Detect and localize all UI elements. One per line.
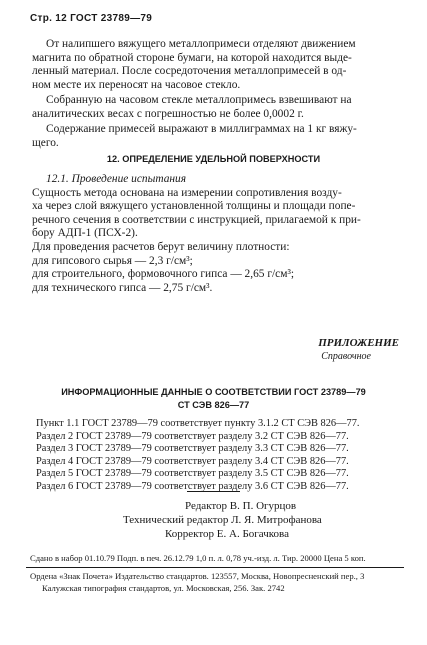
list-item: Раздел 2 ГОСТ 23789—79 соответствует разделу 3.2 СТ СЭВ 826—77. [36, 430, 349, 442]
text-line: для гипсового сырья — 2,3 г/см³; [32, 254, 193, 267]
imprint-line-3: Калужская типография стандартов, ул. Московская, 256. Зак. 2742 [42, 583, 285, 593]
imprint-line-1: Сдано в набор 01.10.79 Подп. в печ. 26.12.79 1,0 п. л. 0,78 уч.-изд. л. Тир. 20000 Цена 5 коп. [30, 553, 366, 563]
list-item: Пункт 1.1 ГОСТ 23789—79 соответствует пункту 3.1.2 СТ СЭВ 826—77. [36, 418, 360, 429]
list-item: Раздел 6 ГОСТ 23789—79 соответствует разделу 3.6 СТ СЭВ 826—77. [36, 480, 349, 492]
intro-paragraph-2 [32, 94, 404, 121]
subsection-heading [32, 173, 404, 187]
appendix-sublabel: Справочное [321, 351, 371, 362]
editor-credit: Редактор В. П. Огурцов [185, 500, 297, 512]
text-line: речного сечения в соответствии с инструкцией, прилагаемой к при- [32, 213, 361, 226]
text-line: Собранную на часовом стекле металлопримесь взвешивают на [46, 94, 352, 106]
text-line: ленный материал. После сосредоточения металлопримесей в од- [32, 65, 347, 78]
list-item: Раздел 5 ГОСТ 23789—79 соответствует разделу 3.5 СТ СЭВ 826—77. [36, 468, 349, 479]
correspondence-list [36, 418, 360, 493]
text-line: ном месте их переносят на часовое стекло. [32, 78, 241, 91]
section-12-title: 12. ОПРЕДЕЛЕНИЕ УДЕЛЬНОЙ ПОВЕРХНОСТИ [106, 154, 321, 164]
appendix-label: ПРИЛОЖЕНИЕ [318, 337, 399, 349]
list-item: Раздел 4 ГОСТ 23789—79 соответствует разделу 3.4 СТ СЭВ 826—77. [36, 455, 349, 467]
page-header: Стр. 12 ГОСТ 23789—79 [30, 13, 153, 24]
info-title-line-2: СТ СЭВ 826—77 [177, 400, 250, 410]
intro-paragraph-1 [32, 38, 404, 92]
text-line: для технического гипса — 2,75 г/см³. [32, 281, 213, 294]
list-item: Раздел 3 ГОСТ 23789—79 соответствует разделу 3.3 СТ СЭВ 826—77. [36, 443, 349, 454]
divider [187, 491, 240, 492]
intro-paragraph-3 [32, 123, 404, 150]
text-line: магнита по обратной стороне бумаги, на которой находится выде- [32, 51, 352, 64]
text-line: От налипшего вяжущего металлопримеси отделяют движением [46, 38, 356, 50]
imprint-line-2: Ордена «Знак Почета» Издательство стандартов. 123557, Москва, Новопресненский пер., 3 [30, 571, 365, 581]
section-12-body [32, 173, 404, 295]
tech-editor-credit: Технический редактор Л. Я. Митрофанова [123, 514, 322, 526]
text-line: бору АДП-1 (ПСХ-2). [32, 227, 138, 240]
text-line: для строительного, формовочного гипса — 2,65 г/см³; [32, 268, 295, 281]
text-line: Для проведения расчетов берут величину плотности: [32, 240, 290, 253]
subsection-title: 12.1. Проведение испытания [46, 173, 187, 185]
text-line: Сущность метода основана на измерении сопротивления возду- [32, 186, 342, 199]
imprint-divider [26, 567, 404, 568]
text-line: Содержание примесей выражают в миллиграммах на 1 кг вяжу- [46, 123, 357, 135]
text-line: щего. [32, 136, 59, 149]
text-line: ха через слой вяжущего установленной толщины и площади попе- [32, 200, 356, 213]
info-title-line-1: ИНФОРМАЦИОННЫЕ ДАННЫЕ О СООТВЕТСТВИИ ГОСТ 23789—79 [61, 387, 366, 397]
corrector-credit: Корректор Е. А. Богачкова [165, 528, 289, 540]
text-line: аналитических весах с погрешностью не более 0,0002 г. [32, 107, 304, 120]
